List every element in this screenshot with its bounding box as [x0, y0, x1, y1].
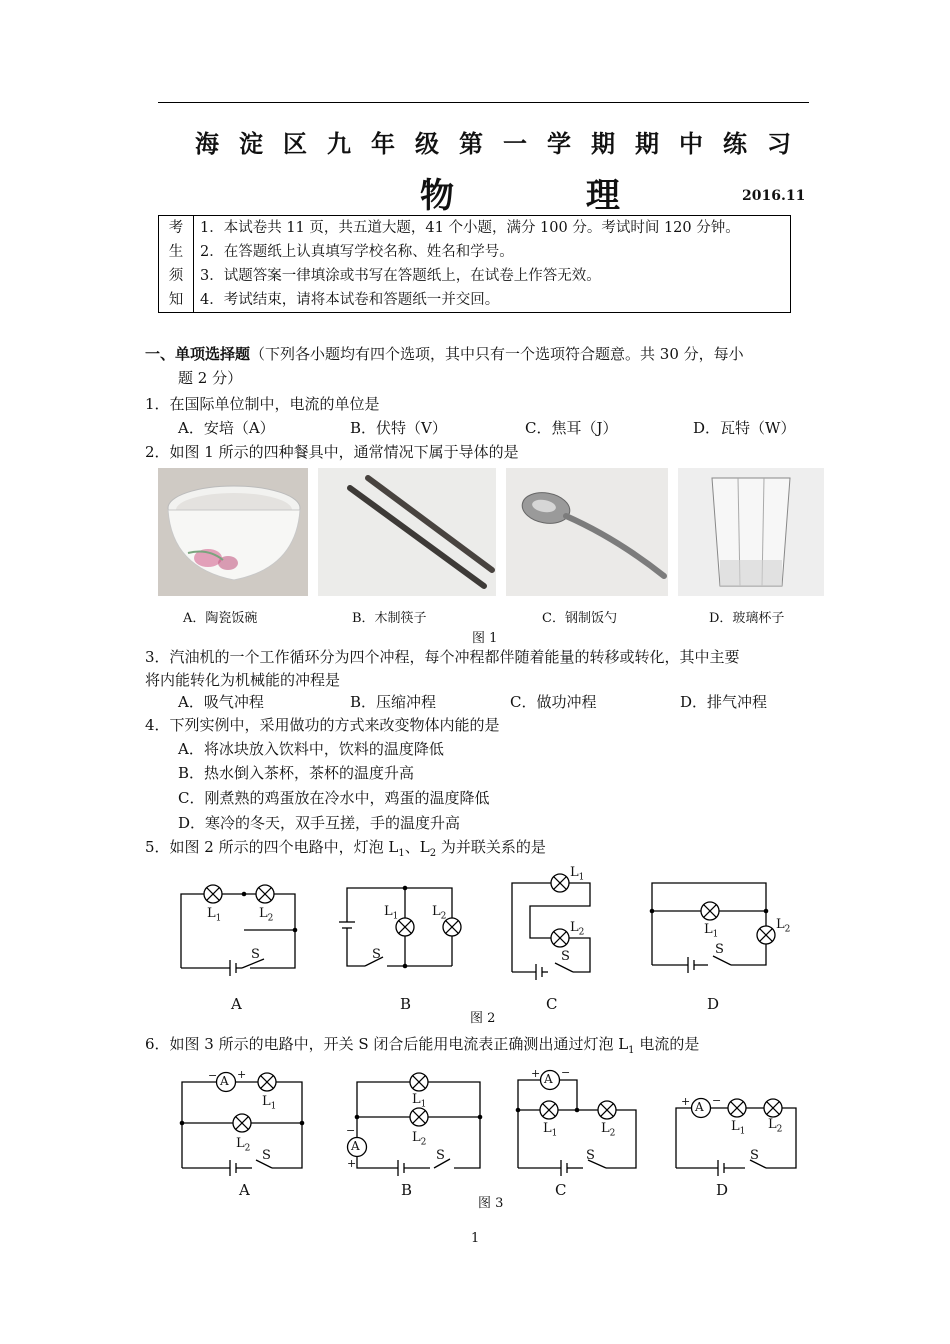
- fig3a-minus: −: [208, 1069, 218, 1082]
- fig3d-plus: +: [681, 1095, 691, 1108]
- fig3d-l1-label: $L_1$: [731, 1119, 746, 1137]
- fig3-label-b: B: [401, 1181, 413, 1199]
- fig2a-l1-label: $L_1$: [207, 906, 222, 924]
- fig2c-l1-label: $L_1$: [570, 865, 585, 883]
- q1-option-d: D．瓦特（W）: [693, 419, 796, 437]
- fig2b-switch-label: S: [372, 947, 381, 962]
- q3-stem-2: 将内能转化为机械能的冲程是: [145, 671, 341, 689]
- q4-option-c: C．刚煮熟的鸡蛋放在冷水中，鸡蛋的温度降低: [178, 789, 490, 807]
- q6-sub-1: 1: [628, 1045, 635, 1056]
- fig3b-l2-label: $L_2$: [412, 1130, 427, 1148]
- fig2a-switch-label: S: [251, 947, 260, 962]
- q2-caption-c: C．钢制饭勺: [542, 611, 617, 626]
- q5-stem-pre: 5．如图 2 所示的四个电路中，灯泡 L: [145, 838, 399, 856]
- q6-stem: [145, 1034, 699, 1061]
- notice-side-char: 知: [159, 288, 194, 313]
- q6-stem-post: 电流的是: [634, 1035, 700, 1053]
- q1-option-b: B．伏特（V）: [350, 419, 447, 437]
- fig3a-plus: +: [237, 1068, 247, 1081]
- section-desc: （下列各小题均有四个选项，其中只有一个选项符合题意。共 30 分，每小: [250, 345, 744, 363]
- q5-sub-1: 1: [398, 848, 405, 859]
- fig2-label-d: D: [707, 995, 720, 1013]
- fig2d-l2-label: $L_2$: [776, 917, 791, 935]
- notice-item: 4．考试结束，请将本试卷和答题纸一并交回。: [194, 288, 791, 313]
- fig3b-minus: −: [346, 1124, 356, 1137]
- fig2-circuit-a: [181, 894, 295, 976]
- fig3b-plus: +: [347, 1157, 357, 1170]
- section-title: 一、单项选择题: [145, 345, 251, 363]
- fig3d-ammeter-label: A: [695, 1100, 704, 1114]
- notice-item: 2．在答题纸上认真填写学校名称、姓名和学号。: [194, 240, 791, 264]
- fig3d-minus: −: [712, 1094, 722, 1107]
- notice-item: 3．试题答案一律填涂或书写在答题纸上，在试卷上作答无效。: [194, 264, 791, 288]
- q5-stem-mid: 、L: [404, 838, 430, 856]
- page-number: 1: [471, 1231, 480, 1246]
- q4-option-d: D．寒冷的冬天，双手互搓，手的温度升高: [178, 814, 461, 832]
- figure-2-label: 图 2: [470, 1011, 496, 1026]
- fig2d-l1-label: $L_1$: [704, 922, 719, 940]
- q1-option-c: C．焦耳（J）: [525, 419, 618, 437]
- fig2a-l2-label: $L_2$: [259, 906, 274, 924]
- subject-title: 物 理: [420, 176, 680, 216]
- q1-stem: 1．在国际单位制中，电流的单位是: [145, 395, 380, 413]
- fig2b-l2-label: $L_2$: [432, 904, 447, 922]
- fig3a-ammeter-label: A: [220, 1074, 229, 1088]
- fig2-label-a: A: [231, 995, 242, 1013]
- fig2d-switch-label: S: [715, 942, 724, 957]
- fig3c-l1-label: $L_1$: [543, 1121, 558, 1139]
- fig3c-switch-label: S: [586, 1148, 595, 1163]
- notice-side-char: 须: [159, 264, 194, 288]
- notice-item: 1．本试卷共 11 页，共五道大题，41 个小题，满分 100 分。考试时间 120 分钟。: [194, 216, 791, 241]
- q5-stem-post: 为并联关系的是: [436, 838, 546, 856]
- q3-stem-1: 3．汽油机的一个工作循环分为四个冲程，每个冲程都伴随着能量的转移或转化，其中主要: [145, 648, 740, 666]
- fig3c-plus: +: [531, 1067, 541, 1080]
- fig3b-ammeter-label: A: [351, 1139, 360, 1153]
- q4-option-b: B．热水倒入茶杯，茶杯的温度升高: [178, 764, 415, 782]
- fig2c-l2-label: $L_2$: [570, 920, 585, 938]
- fig2b-l1-label: $L_1$: [384, 904, 399, 922]
- notice-side-char: 考: [159, 216, 194, 241]
- q3-option-c: C．做功冲程: [510, 693, 597, 711]
- exam-title: 海淀区九年级第一学期期中练习: [195, 129, 811, 158]
- fig3c-minus: −: [561, 1066, 571, 1079]
- q2-caption-d: D．玻璃杯子: [709, 611, 785, 626]
- q4-option-a: A．将冰块放入饮料中，饮料的温度降低: [178, 740, 444, 758]
- q2-stem: 2．如图 1 所示的四种餐具中，通常情况下属于导体的是: [145, 443, 519, 461]
- q2-caption-a: A．陶瓷饭碗: [183, 611, 258, 626]
- fig3c-ammeter-label: A: [544, 1072, 553, 1086]
- fig3-label-a: A: [239, 1181, 250, 1199]
- fig2-label-c: C: [546, 995, 558, 1013]
- fig3a-l1-label: $L_1$: [262, 1094, 277, 1112]
- fig3-label-c: C: [555, 1181, 567, 1199]
- lamp-icons: [204, 874, 782, 1132]
- fig3b-l1-label: $L_1$: [412, 1092, 427, 1110]
- fig3-circuit-c: [518, 1080, 636, 1176]
- q2-caption-b: B．木制筷子: [352, 611, 427, 626]
- figure-3-label: 图 3: [478, 1196, 504, 1211]
- fig3d-l2-label: $L_2$: [768, 1117, 783, 1135]
- fig3d-switch-label: S: [750, 1148, 759, 1163]
- fig3-label-d: D: [716, 1181, 729, 1199]
- q3-option-a: A．吸气冲程: [178, 693, 264, 711]
- fig3a-switch-label: S: [262, 1148, 271, 1163]
- q3-option-d: D．排气冲程: [680, 693, 768, 711]
- fig2-label-b: B: [400, 995, 412, 1013]
- fig3b-switch-label: S: [436, 1148, 445, 1163]
- exam-date: 2016.11: [742, 188, 806, 204]
- q3-option-b: B．压缩冲程: [350, 693, 437, 711]
- q1-option-a: A．安培（A）: [178, 419, 275, 437]
- figure-1-label: 图 1: [472, 631, 498, 646]
- section-desc-2: 题 2 分）: [178, 369, 243, 387]
- notice-side-char: 生: [159, 240, 194, 264]
- q5-sub-2: 2: [429, 848, 437, 859]
- q6-stem-pre: 6．如图 3 所示的电路中，开关 S 闭合后能用电流表正确测出通过灯泡 L: [145, 1035, 629, 1053]
- fig3a-l2-label: $L_2$: [236, 1136, 251, 1154]
- q4-stem: 4．下列实例中，采用做功的方式来改变物体内能的是: [145, 716, 500, 734]
- fig2c-switch-label: S: [561, 949, 570, 964]
- fig3c-l2-label: $L_2$: [601, 1121, 616, 1139]
